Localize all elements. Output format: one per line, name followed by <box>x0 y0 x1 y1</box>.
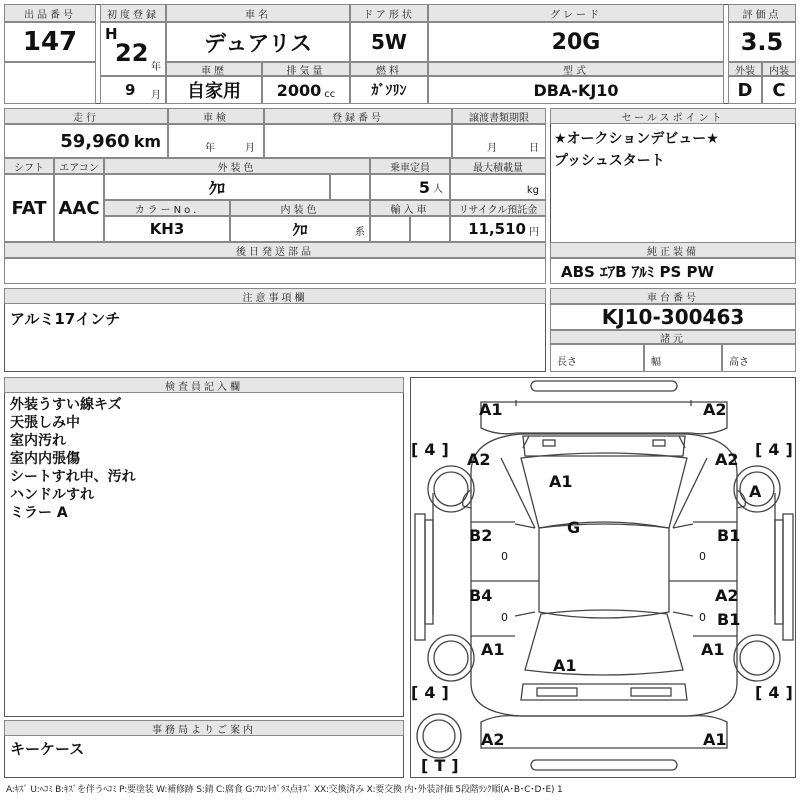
height-label: 高さ <box>729 357 749 368</box>
ext-color-label: 外装色 <box>104 158 370 174</box>
car-outline-svg <box>411 378 797 779</box>
displacement: 2000 <box>276 80 322 100</box>
reg-no-cell <box>264 124 452 158</box>
displacement-unit: cc <box>324 89 336 100</box>
recycle-unit: 円 <box>529 227 539 238</box>
ext-color: ｸﾛ <box>104 174 330 200</box>
handle-mark-fl: 0 <box>501 550 508 563</box>
inspection-label: 車検 <box>168 108 264 124</box>
rear-bar-shape <box>531 760 677 770</box>
grade-label: グレード <box>428 4 724 22</box>
spec-label: 諸元 <box>550 330 796 344</box>
code-roof: G <box>567 518 581 537</box>
inspector-line: 室内汚れ <box>10 433 66 449</box>
inspector-line: ミラー A <box>10 505 68 521</box>
inspector-line: 天張しみ中 <box>10 415 80 431</box>
front-bar-shape <box>531 381 677 391</box>
air-conditioner: AAC <box>54 174 104 242</box>
int-color: ｸﾛ <box>292 220 308 239</box>
spare-tire-value: T <box>434 756 446 775</box>
handle-mark-rr: 0 <box>699 611 706 624</box>
front-bumper-ticks <box>516 400 691 406</box>
left-side-strip <box>425 520 433 624</box>
tire-rl-inner <box>434 641 468 675</box>
inspector-line: 外装うすい線キズ <box>10 397 122 413</box>
tire-fl-value: 4 <box>424 440 436 459</box>
rear-glass-shape <box>525 610 683 675</box>
insp-month-unit: 月 <box>245 143 255 154</box>
first-reg-label: 初度登録 <box>100 4 166 22</box>
ext-color-extra <box>330 174 370 200</box>
tail-lamp-right <box>631 688 671 696</box>
tire-rr-outer <box>734 635 780 681</box>
grade: 20G <box>428 22 724 62</box>
code-front-bumper-left: A1 <box>479 400 503 419</box>
code-hood: A1 <box>549 472 573 491</box>
inspector-line: ハンドルすれ <box>10 487 94 503</box>
model-code: DBA-KJ10 <box>428 76 724 104</box>
tire-rr-inner <box>740 641 774 675</box>
int-color-label: 内装色 <box>230 200 370 216</box>
import-cell-b <box>410 216 450 242</box>
tire-rr-grade: [ 4 ] <box>755 683 793 702</box>
inspector-lines <box>10 396 136 522</box>
transfer-cell <box>452 124 546 158</box>
door-type: 5W <box>350 22 428 62</box>
recycle-fee: 11,510 <box>468 220 526 238</box>
right-side-strip <box>775 520 783 624</box>
rear-bumper-shape <box>481 716 727 748</box>
reg-no-label: 登録番号 <box>264 108 452 124</box>
maxload-cell <box>450 174 546 200</box>
transfer-label: 譲渡書類期限 <box>452 108 546 124</box>
height-cell <box>722 344 796 372</box>
int-label: 内装 <box>762 62 796 76</box>
maxload-unit: kg <box>526 185 539 196</box>
shift: FAT <box>4 174 54 242</box>
tire-rl-outer <box>428 635 474 681</box>
ext-grade: D <box>728 76 762 104</box>
mileage: 59,960 <box>60 130 130 152</box>
code-fender-right: A2 <box>715 450 739 469</box>
fuel-label: 燃料 <box>350 62 428 76</box>
left-outer-strip <box>415 514 425 640</box>
roof-corner-lines <box>515 524 693 616</box>
sales-line: ★オークションデビュー★ <box>554 131 719 147</box>
capacity-cell <box>370 174 450 200</box>
hood-glass-shape <box>521 453 687 528</box>
door-label: ドア形状 <box>350 4 428 22</box>
ac-label: エアコン <box>54 158 104 174</box>
code-rear-door-right-2: B1 <box>717 610 741 629</box>
code-rear-bumper-right: A1 <box>703 730 727 749</box>
inspector-line: シートすれ中、汚れ <box>10 469 136 485</box>
transfer-month-unit: 月 <box>487 143 497 154</box>
score-label: 評価点 <box>728 4 796 22</box>
width-label: 幅 <box>651 357 661 368</box>
displacement-label: 排気量 <box>262 62 350 76</box>
mileage-cell <box>4 124 168 158</box>
maxload-label: 最大積載量 <box>450 158 546 174</box>
office-label: 事務局よりご案内 <box>4 720 404 736</box>
handle-mark-fr: 0 <box>699 550 706 563</box>
import-cell-a <box>370 216 410 242</box>
width-cell <box>644 344 722 372</box>
legend-text: A:ｷｽﾞ U:ﾍｺﾐ B:ｷｽﾞを伴うﾍｺﾐ P:要塗装 W:補修跡 S:錆 C:腐食 G:ﾌﾛﾝﾄｶﾞﾗｽ点ｷｽﾞ XX:交換済み X:要交換 内･外装評価 5段階ﾗﾝｸ順(A･B･C･D･E) 1 <box>6 785 563 795</box>
car-name-label: 車名 <box>166 4 350 22</box>
code-front-wheel-right: A <box>749 482 762 501</box>
capacity: 5 <box>418 177 430 197</box>
sales-label: セールスポイント <box>550 108 796 124</box>
code-rear-fender-left: A1 <box>481 640 505 659</box>
tire-rr-value: 4 <box>768 683 780 702</box>
transfer-day-unit: 日 <box>529 143 539 154</box>
tire-rl-value: 4 <box>424 683 436 702</box>
chassis-number: KJ10-300463 <box>550 304 796 330</box>
right-outer-strip <box>783 514 793 640</box>
mileage-unit: km <box>133 131 161 151</box>
spare-tire-inner <box>423 720 455 752</box>
era: H <box>105 25 118 43</box>
code-front-door-left: B2 <box>469 526 493 545</box>
sales-lines <box>554 128 719 172</box>
tire-fr-grade: [ 4 ] <box>755 440 793 459</box>
roof-shape <box>539 522 669 618</box>
int-grade: C <box>762 76 796 104</box>
inspector-label: 検査員記入欄 <box>4 377 404 393</box>
code-rear-door-left: B4 <box>469 586 493 605</box>
later-parts-label: 後日発送部品 <box>4 242 546 258</box>
import-label: 輸入車 <box>370 200 450 216</box>
history-label: 車歴 <box>166 62 262 76</box>
car-name: デュアリス <box>166 22 350 62</box>
car-condition-diagram <box>410 377 796 778</box>
length-cell <box>550 344 644 372</box>
sales-line: プッシュスタート <box>554 153 665 169</box>
tire-fl-outer <box>428 466 474 512</box>
hood-mark-right <box>653 440 665 446</box>
ext-label: 外装 <box>728 62 762 76</box>
equipment-label: 純正装備 <box>550 242 796 258</box>
equipment: ABS ｴｱB ｱﾙﾐ PS PW <box>550 258 796 284</box>
year-unit: 年 <box>151 62 161 73</box>
door-edge-lines <box>471 522 737 636</box>
tire-fr-value: 4 <box>768 440 780 459</box>
insp-year-unit: 年 <box>205 143 215 154</box>
inspection-cell <box>168 124 264 158</box>
tire-fl-grade: [ 4 ] <box>411 440 449 459</box>
trunk-shape <box>521 684 687 700</box>
int-color-unit: 系 <box>355 227 365 238</box>
month-unit: 月 <box>151 90 161 101</box>
model-label: 型式 <box>428 62 724 76</box>
lot-number: 147 <box>4 22 96 62</box>
code-rear-door-right-1: A2 <box>715 586 739 605</box>
int-color-cell <box>230 216 370 242</box>
hood-mark-left <box>543 440 555 446</box>
color-number: KH3 <box>104 216 230 242</box>
notes-label: 注意事項欄 <box>4 288 546 304</box>
first-reg-month-cell <box>100 76 166 104</box>
recycle-cell <box>450 216 546 242</box>
tail-lamp-left <box>537 688 577 696</box>
chassis-label: 車台番号 <box>550 288 796 304</box>
shift-label: シフト <box>4 158 54 174</box>
reg-year: 22 <box>115 39 149 67</box>
code-fender-left: A2 <box>467 450 491 469</box>
handle-mark-rl: 0 <box>501 611 508 624</box>
mileage-label: 走行 <box>4 108 168 124</box>
inspector-line: 室内内張傷 <box>10 451 80 467</box>
notes-text: アルミ17インチ <box>10 310 121 328</box>
spare-tire-grade: [ T ] <box>421 756 459 775</box>
fuel: ｶﾞｿﾘﾝ <box>350 76 428 104</box>
code-front-door-right: B1 <box>717 526 741 545</box>
code-rear-bumper-left: A2 <box>481 730 505 749</box>
later-parts-cell <box>4 258 546 284</box>
code-front-bumper-right: A2 <box>703 400 727 419</box>
first-reg-year-cell <box>100 22 166 76</box>
capacity-unit: 人 <box>433 183 443 195</box>
office-text: キーケース <box>10 740 85 758</box>
recycle-label: リサイクル預託金 <box>450 200 546 216</box>
score: 3.5 <box>728 22 796 62</box>
color-no-label: カラーNo. <box>104 200 230 216</box>
front-bumper-shape <box>481 402 727 434</box>
capacity-label: 乗車定員 <box>370 158 450 174</box>
lot-label: 出品番号 <box>4 4 96 22</box>
code-rear-glass: A1 <box>553 656 577 675</box>
tire-rl-grade: [ 4 ] <box>411 683 449 702</box>
code-rear-fender-right: A1 <box>701 640 725 659</box>
body-outline-shape <box>471 434 737 716</box>
reg-month: 9 <box>125 81 136 99</box>
a-pillar-lines <box>501 458 707 528</box>
length-label: 長さ <box>557 357 577 368</box>
lot-blank <box>4 62 96 104</box>
displacement-cell <box>262 76 350 104</box>
car-history: 自家用 <box>166 76 262 104</box>
